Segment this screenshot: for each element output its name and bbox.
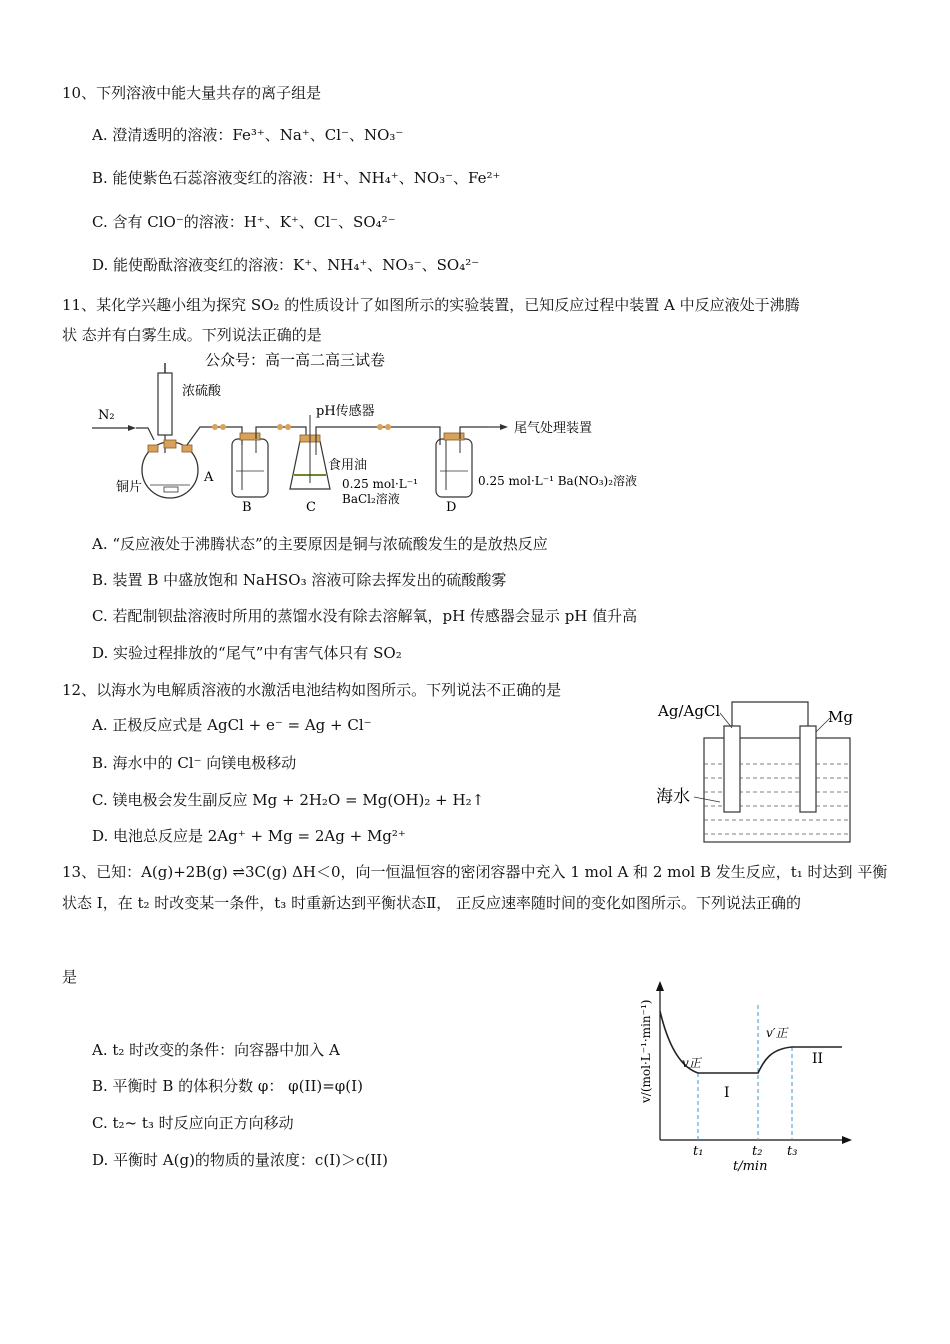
bacl2-conc-label: 0.25 mol·L⁻¹	[342, 477, 418, 491]
q12-stem: 12、以海水为电解质溶液的水激活电池结构如图所示。下列说法不正确的是	[62, 681, 562, 699]
copper-label: 铜片	[116, 480, 143, 495]
q11-apparatus-figure	[90, 345, 670, 520]
bano3-label: 0.25 mol·L⁻¹ Ba(NO₃)₂溶液	[478, 474, 638, 488]
watermark-text: 公众号：高一高二高三试卷	[205, 351, 386, 369]
q13-option-d: D. 平衡时 A(g)的物质的量浓度：c(I)＞c(II)	[92, 1151, 388, 1169]
q12-option-b: B. 海水中的 Cl⁻ 向镁电极移动	[92, 754, 297, 772]
t2-label: t₂	[752, 1144, 763, 1159]
t1-label: t₁	[693, 1144, 704, 1159]
q13-option-a: A. t₂ 时改变的条件：向容器中加入 A	[92, 1041, 340, 1059]
q10-option-b: B. 能使紫色石蕊溶液变红的溶液：H⁺、NH₄⁺、NO₃⁻、Fe²⁺	[92, 169, 501, 187]
q11-stem-line2: 状 态并有白雾生成。下列说法正确的是	[62, 326, 322, 344]
q11-option-b: B. 装置 B 中盛放饱和 NaHSO₃ 溶液可除去挥发出的硫酸酸雾	[92, 571, 507, 589]
bottle-d	[436, 439, 472, 497]
label-b: B	[242, 500, 252, 515]
ag-agcl-electrode	[724, 726, 740, 812]
q13-rate-chart	[630, 975, 855, 1180]
q13-option-b: B. 平衡时 B 的体积分数 φ： φ(II)=φ(I)	[92, 1077, 363, 1095]
label-c: C	[306, 500, 316, 515]
q10-option-a: A. 澄清透明的溶液：Fe³⁺、Na⁺、Cl⁻、NO₃⁻	[92, 126, 404, 144]
q10-option-d: D. 能使酚酞溶液变红的溶液：K⁺、NH₄⁺、NO₃⁻、SO₄²⁻	[92, 256, 480, 274]
mg-label: Mg	[828, 708, 853, 726]
conc-acid-label: 浓硫酸	[182, 384, 222, 399]
q10-stem: 10、下列溶液中能大量共存的离子组是	[62, 84, 322, 102]
state-1-label: I	[724, 1085, 730, 1101]
seawater-label: 海水	[656, 787, 690, 807]
x-axis-label: t/min	[733, 1159, 768, 1174]
q13-stem: 13、已知：A(g)+2B(g) ⇌3C(g) ΔH＜0，向一恒温恒容的密闭容器中充入 1 mol A 和 2 mol B 发生反应，t₁ 时达到 平衡状态 I，在 t₂ 时改变某一条件，t₃ 时重新达到平衡状态Ⅱ， 正反应速率随时间的变化如图所示。下列说法正确的	[62, 863, 888, 912]
label-a: A	[204, 470, 214, 485]
tail-gas-label: 尾气处理装置	[514, 421, 593, 436]
bottle-b	[232, 439, 268, 497]
q11-option-d: D. 实验过程排放的“尾气”中有害气体只有 SO₂	[92, 644, 402, 662]
q11-option-c: C. 若配制钡盐溶液时所用的蒸馏水没有除去溶解氧，pH 传感器会显示 pH 值升高	[92, 607, 638, 625]
q12-option-d: D. 电池总反应是 2Ag⁺ + Mg = 2Ag + Mg²⁺	[92, 827, 406, 845]
label-d: D	[446, 500, 457, 515]
external-wire	[732, 702, 808, 728]
mg-electrode	[800, 726, 816, 812]
ph-sensor-label: pH传感器	[316, 404, 375, 419]
q10-option-c: C. 含有 ClO⁻的溶液：H⁺、K⁺、Cl⁻、SO₄²⁻	[92, 213, 396, 231]
bacl2-solution-label: BaCl₂溶液	[342, 492, 400, 506]
ag-agcl-label: Ag/AgCl	[658, 702, 721, 720]
q12-option-c: C. 镁电极会发生副反应 Mg + 2H₂O = Mg(OH)₂ + H₂↑	[92, 791, 485, 809]
q13-option-c: C. t₂~ t₃ 时反应向正方向移动	[92, 1114, 294, 1132]
q12-option-a: A. 正极反应式是 AgCl + e⁻ = Ag + Cl⁻	[92, 716, 372, 734]
n2-label: N₂	[98, 408, 115, 423]
q11-stem-line1: 11、某化学兴趣小组为探究 SO₂ 的性质设计了如图所示的实验装置，已知反应过程中装置 A 中反应液处于沸腾	[62, 296, 800, 314]
y-axis-label: v/(mol·L⁻¹·min⁻¹)	[639, 999, 653, 1103]
q13-stem-last: 是	[62, 968, 78, 986]
oil-label: 食用油	[328, 458, 368, 473]
q11-option-a: A. “反应液处于沸腾状态”的主要原因是铜与浓硫酸发生的是放热反应	[92, 535, 548, 553]
dropping-funnel	[158, 373, 172, 435]
v-forward-label: v正	[682, 1056, 701, 1070]
t3-label: t₃	[787, 1144, 798, 1159]
state-2-label: II	[812, 1051, 824, 1067]
v-forward-prime-label: v′正	[766, 1026, 788, 1040]
q12-battery-figure	[652, 698, 864, 846]
